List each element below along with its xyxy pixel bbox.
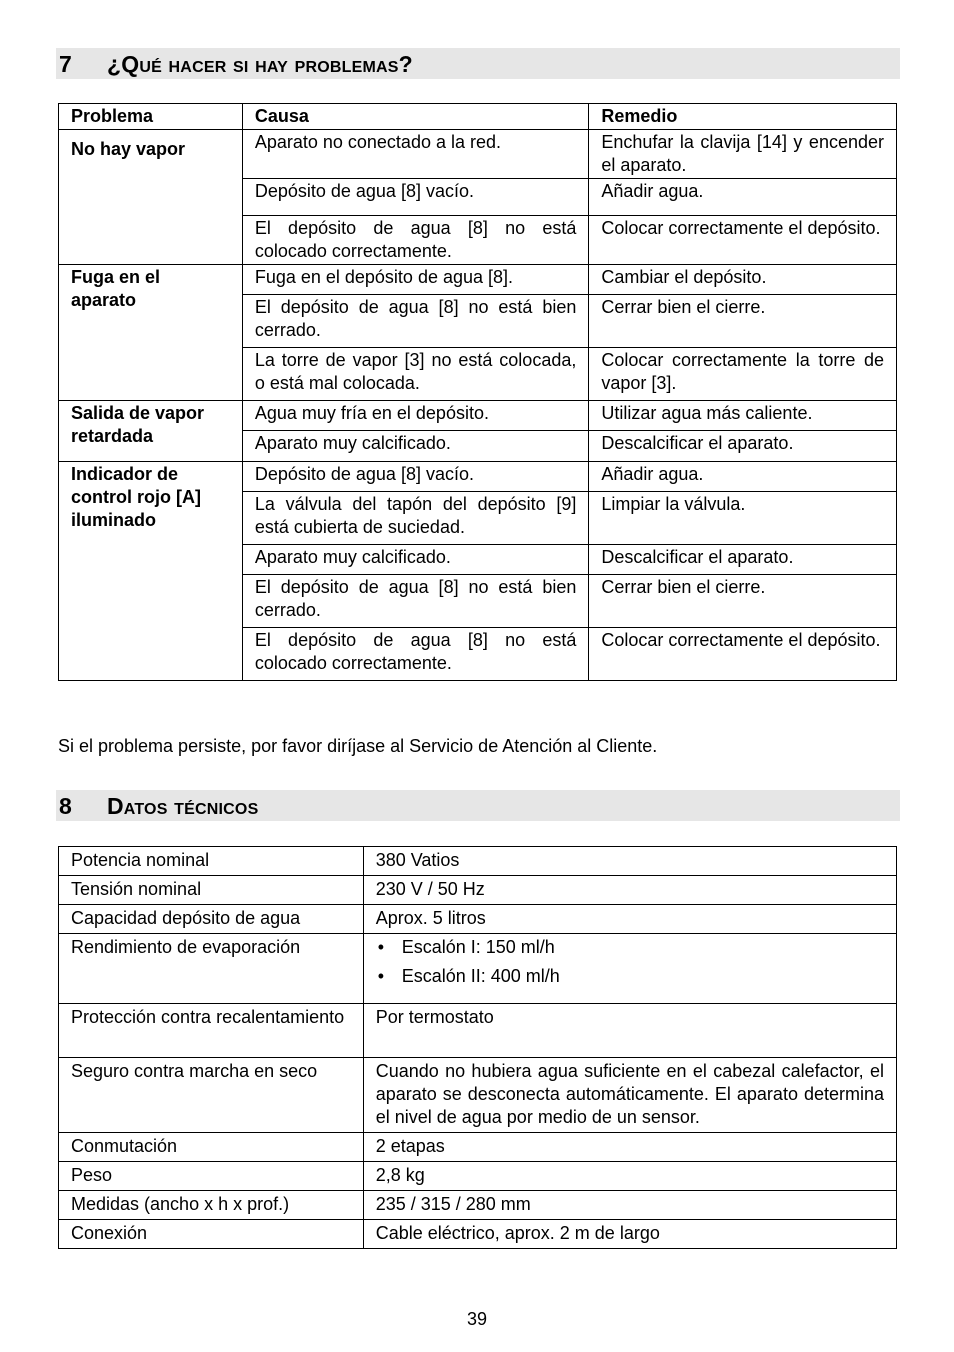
table-row <box>59 847 897 876</box>
cause-cell: El depósito de agua [8] no está colocado correctamente. <box>242 216 589 265</box>
problem-cell: Salida de vapor retardada <box>59 401 243 462</box>
table-row <box>59 905 897 934</box>
table-row <box>59 401 897 431</box>
problem-cell: No hay vapor <box>59 130 243 265</box>
troubleshooting-table <box>58 103 897 681</box>
cause-cell: La válvula del tapón del depósito [9] está cubierta de suciedad. <box>242 492 589 545</box>
spec-value: Cuando no hubiera agua suficiente en el cabezal calefactor, el aparato se desconecta automáticamente. El aparato determina el nivel de agua por medio de un sensor. <box>363 1058 896 1133</box>
spec-value: 2,8 kg <box>363 1162 896 1191</box>
spec-label: Capacidad depósito de agua <box>59 905 364 934</box>
cause-cell: Agua muy fría en el depósito. <box>242 401 589 431</box>
cause-cell: La torre de vapor [3] no está colocada, o está mal colocada. <box>242 348 589 401</box>
remedy-cell: Cerrar bien el cierre. <box>589 575 897 628</box>
technical-data-table <box>58 846 897 1249</box>
table-row <box>59 1191 897 1220</box>
spec-value: 2 etapas <box>363 1133 896 1162</box>
cause-cell: El depósito de agua [8] no está bien cerrado. <box>242 575 589 628</box>
table-row <box>59 1133 897 1162</box>
header-cause: Causa <box>242 104 589 130</box>
spec-value: Por termostato <box>363 1004 896 1058</box>
table-row <box>59 1220 897 1249</box>
cause-cell: Depósito de agua [8] vacío. <box>242 462 589 492</box>
remedy-cell: Utilizar agua más caliente. <box>589 401 897 431</box>
remedy-cell: Limpiar la válvula. <box>589 492 897 545</box>
section-7-number: 7 <box>59 51 72 77</box>
spec-label: Conmutación <box>59 1133 364 1162</box>
section-8-title: Datos técnicos <box>107 793 259 819</box>
problem-cell: Indicador de control rojo [A] iluminado <box>59 462 243 681</box>
remedy-cell: Añadir agua. <box>589 179 897 216</box>
cause-cell: El depósito de agua [8] no está bien cerrado. <box>242 295 589 348</box>
list-item: • Escalón II: 400 ml/h <box>376 965 884 988</box>
header-remedy: Remedio <box>589 104 897 130</box>
support-note: Si el problema persiste, por favor diríjase al Servicio de Atención al Cliente. <box>58 736 658 756</box>
header-problem: Problema <box>59 104 243 130</box>
table-row <box>59 462 897 492</box>
spec-value: Cable eléctrico, aprox. 2 m de largo <box>363 1220 896 1249</box>
spec-value <box>363 934 896 1004</box>
remedy-cell: Colocar correctamente el depósito. <box>589 628 897 681</box>
table-row <box>59 1058 897 1133</box>
evaporation-list <box>376 936 884 988</box>
remedy-cell: Cerrar bien el cierre. <box>589 295 897 348</box>
table-row <box>59 1162 897 1191</box>
cause-cell: El depósito de agua [8] no está colocado correctamente. <box>242 628 589 681</box>
section-8-header <box>56 790 900 821</box>
spec-label: Protección contra recalentamiento <box>59 1004 364 1058</box>
spec-label: Peso <box>59 1162 364 1191</box>
table-row <box>59 1004 897 1058</box>
remedy-cell: Enchufar la clavija [14] y encender el aparato. <box>589 130 897 179</box>
problem-cell: Fuga en el aparato <box>59 265 243 401</box>
spec-label: Tensión nominal <box>59 876 364 905</box>
spec-value: 380 Vatios <box>363 847 896 876</box>
page-number: 39 <box>466 1309 488 1329</box>
section-7-title: ¿Qué hacer si hay problemas? <box>107 51 413 77</box>
table-row <box>59 130 897 179</box>
spec-label: Conexión <box>59 1220 364 1249</box>
table-row <box>59 876 897 905</box>
remedy-cell: Descalcificar el aparato. <box>589 431 897 462</box>
remedy-cell: Colocar correctamente el depósito. <box>589 216 897 265</box>
section-7-header <box>56 48 900 79</box>
cause-cell: Depósito de agua [8] vacío. <box>242 179 589 216</box>
table-header-row <box>59 104 897 130</box>
spec-label: Rendimiento de evaporación <box>59 934 364 1004</box>
table-row <box>59 265 897 295</box>
spec-value: 235 / 315 / 280 mm <box>363 1191 896 1220</box>
table-row <box>59 934 897 1004</box>
remedy-cell: Cambiar el depósito. <box>589 265 897 295</box>
cause-cell: Fuga en el depósito de agua [8]. <box>242 265 589 295</box>
spec-label: Potencia nominal <box>59 847 364 876</box>
spec-label: Medidas (ancho x h x prof.) <box>59 1191 364 1220</box>
cause-cell: Aparato no conectado a la red. <box>242 130 589 179</box>
cause-cell: Aparato muy calcificado. <box>242 431 589 462</box>
section-8-number: 8 <box>59 793 72 819</box>
list-item: • Escalón I: 150 ml/h <box>376 936 884 959</box>
spec-value: 230 V / 50 Hz <box>363 876 896 905</box>
remedy-cell: Descalcificar el aparato. <box>589 545 897 575</box>
remedy-cell: Colocar correctamente la torre de vapor [3]. <box>589 348 897 401</box>
spec-value: Aprox. 5 litros <box>363 905 896 934</box>
cause-cell: Aparato muy calcificado. <box>242 545 589 575</box>
remedy-cell: Añadir agua. <box>589 462 897 492</box>
spec-label: Seguro contra marcha en seco <box>59 1058 364 1133</box>
